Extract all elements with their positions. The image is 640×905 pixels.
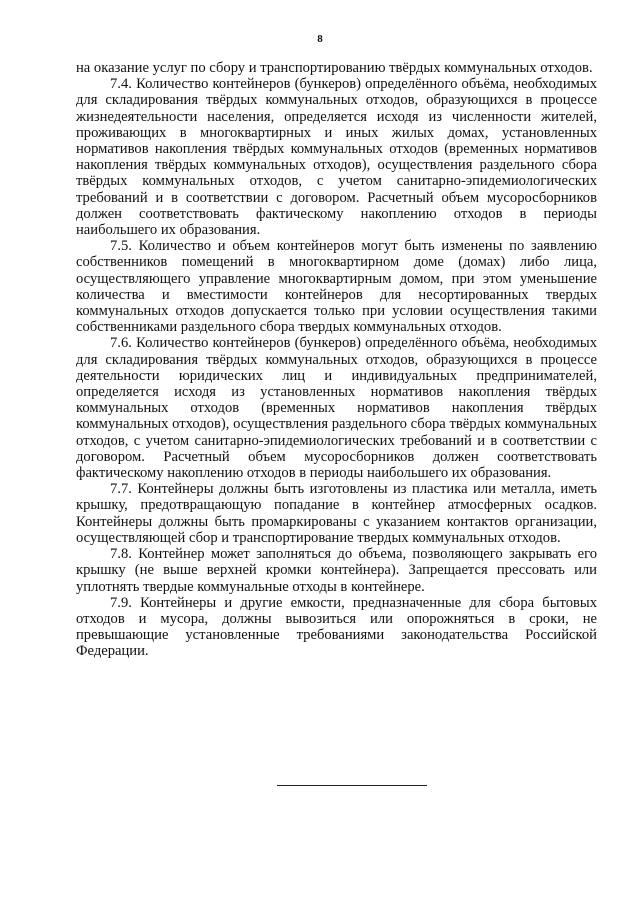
closing-divider-line <box>277 785 427 786</box>
paragraph-7-6: 7.6. Количество контейнеров (бункеров) определённого объёма, необходимых для складирования твёрдых коммунальных отходов, образующихся в процессе деятельности юридических лиц и индивидуальных предпринимателей, определяется исходя из установленных нормативов накопления твёрдых коммунальных отходов (временных нормативов накопления твёрдых коммунальных отходов), осуществления раздельного сбора твёрдых коммунальных отходов, с учетом санитарно-эпидемиологических требований и в соответствии с договором. Расчетный объем мусоросборников должен соответствовать фактическому накоплению отходов в периоды наибольшего их образования. <box>76 335 597 482</box>
paragraph-7-5: 7.5. Количество и объем контейнеров могут быть изменены по заявлению собственников помещений в многоквартирном доме (домах) либо лица, осуществляющего управление многоквартирным домом, при этом уменьшение количества и вместимости контейнеров для несортированных твердых коммунальных отходов допускается только при условии осуществления такими собственниками раздельного сбора твердых коммунальных отходов. <box>76 238 597 336</box>
document-body <box>76 60 597 660</box>
paragraph-7-7: 7.7. Контейнеры должны быть изготовлены из пластика или металла, иметь крышку, предотвращающую попадание в контейнер атмосферных осадков. Контейнеры должны быть промаркированы с указанием контактов организации, осуществляющей сбор и транспортирование твердых коммунальных отходов. <box>76 481 597 546</box>
paragraph-continuation: на оказание услуг по сбору и транспортированию твёрдых коммунальных отходов. <box>76 60 593 76</box>
paragraph-7-8: 7.8. Контейнер может заполняться до объема, позволяющего закрывать его крышку (не выше верхней кромки контейнера). Запрещается прессовать или уплотнять твердые коммунальные отходы в контейнере. <box>76 546 597 595</box>
paragraph-7-4: 7.4. Количество контейнеров (бункеров) определённого объёма, необходимых для складирования твёрдых коммунальных отходов, образующихся в процессе жизнедеятельности населения, определяется исходя из численности жителей, проживающих в многоквартирных и иных жилых домах, установленных нормативов накопления твёрдых коммунальных отходов (временных нормативов накопления твёрдых коммунальных отходов), осуществления раздельного сбора твёрдых коммунальных отходов, с учетом санитарно-эпидемиологических требований и в соответствии с договором. Расчетный объем мусоросборников должен соответствовать фактическому накоплению отходов в периоды наибольшего их образования. <box>76 76 597 239</box>
page-number: 8 <box>317 33 323 45</box>
paragraph-7-9: 7.9. Контейнеры и другие емкости, предназначенные для сбора бытовых отходов и мусора, должны вывозиться или опорожняться в сроки, не превышающие установленные требованиями законодательства Российской Федерации. <box>76 594 597 660</box>
